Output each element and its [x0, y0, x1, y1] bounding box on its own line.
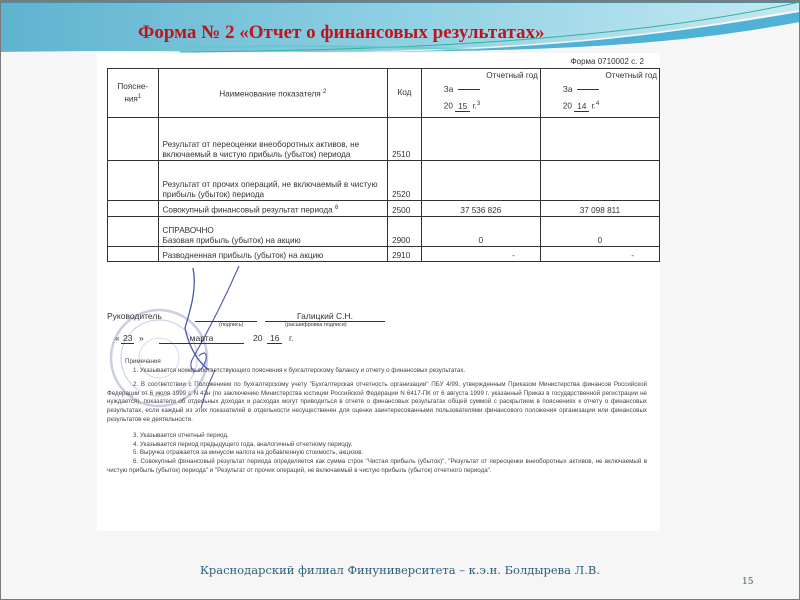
notes-heading: Примечания [125, 358, 161, 365]
year-previous-label: Отчетный год [605, 71, 657, 80]
header-explanations-label: Поясне-ния [117, 81, 149, 104]
indicator-code: 2500 [388, 201, 422, 217]
page-number: 15 [742, 577, 754, 587]
sign-year: 16 [267, 333, 282, 344]
year-suffix: г. [591, 101, 596, 111]
indicator-code: 2510 [388, 118, 422, 161]
sign-month: марта [159, 333, 244, 344]
year-prefix: 20 [443, 101, 453, 111]
footnote-mark: 1 [137, 93, 142, 100]
note-item: 3. Указывается отчетный период. [133, 432, 229, 440]
year-suffix: г. [472, 101, 477, 111]
value-current: 0 [421, 217, 540, 247]
indicator-code: 2520 [388, 161, 422, 201]
indicator-name: Результат от переоценки внеоборотных активов, не включаемый в чистую прибыль (убыток) периода [158, 118, 388, 161]
indicator-name: Разводненная прибыль (убыток) на акцию [158, 247, 388, 262]
indicator-code: 2910 [388, 247, 422, 262]
header-name-label: Наименование показателя [219, 89, 321, 99]
note-item: 5. Выручка отражается за минусом налога на добавленную стоимость, акцизов. [133, 449, 364, 457]
year-current-za: За [443, 85, 454, 94]
value-current: - [421, 247, 540, 262]
value-current: 37 536 826 [421, 201, 540, 217]
slide-footer: Краснодарский филиал Финуниверситета – к.э.н. Болдырева Л.В. [200, 563, 601, 577]
year-current-label: Отчетный год [486, 71, 538, 80]
note-item: 2. В соответствии с Положением по бухгалтерскому учету "Бухгалтерская отчетность организации" ПБУ 4/99, утвержденным Приказом Министерства финансов Российской Федерации от 6 июля 1999 г. N 43н (по заключению Министерства юстиции Российской Федерации N 6417-ПК от 6 августа 1999 г. указанный Приказ в государственной регистрации не нуждается), показатели об отдельных доходах и расходах могут приводиться в отчете о финансовых результатах общей суммой с раскрытием в пояснениях к отчету о финансовых результатах, если каждый из этих показателей в отдельности несущественен для оценки заинтересованными пользователями финансового положения организации или финансовых результатов ее деятельности. [107, 381, 647, 423]
indicator-code: 2900 [388, 217, 422, 247]
year-previous-za: За [562, 85, 573, 94]
year-prefix: 20 [562, 101, 572, 111]
name-caption: (расшифровка подписи) [285, 322, 347, 328]
form-code: Форма 0710002 с. 2 [570, 57, 644, 66]
sign-year-suffix: г. [289, 333, 294, 343]
footnote-mark: 2 [323, 88, 327, 95]
year-current-value: 15 [455, 102, 470, 112]
year-previous-value: 14 [574, 102, 589, 112]
slide-title: Форма № 2 «Отчет о финансовых результатах» [138, 22, 545, 43]
sign-day-quote-close: » [139, 333, 144, 343]
footnote-mark: 4 [595, 101, 600, 107]
value-previous: 0 [540, 217, 659, 247]
indicator-name-text: Базовая прибыль (убыток) на акцию [162, 236, 301, 245]
reference-heading: СПРАВОЧНО [162, 226, 214, 235]
indicator-name-text: Совокупный финансовый результат периода [162, 206, 333, 215]
note-item: 1. Указывается номер соответствующего пояснения к бухгалтерскому балансу и отчету о финансовых результатах. [133, 366, 466, 374]
sign-day: 23 [123, 333, 133, 343]
sign-year-prefix: 20 [253, 333, 263, 343]
head-name: Галицкий С.Н. [297, 311, 354, 321]
signature-caption: (подпись) [219, 322, 244, 328]
value-previous: - [540, 247, 659, 262]
value-previous: 37 098 811 [540, 201, 659, 217]
header-code: Код [388, 69, 422, 118]
sign-day-quote: « [115, 333, 120, 343]
footnote-mark: 6 [335, 205, 339, 212]
note-item: 6. Совокупный финансовый результат периода определяется как сумма строк "Чистая прибыль (убыток)", "Результат от переоценки внеоборотных активов, не включаемый в чистую прибыль (убыток) периода" и "Результат от прочих операций, не включаемый в чистую прибыль (убыток) отчетного периода". [107, 457, 647, 474]
note-item: 4. Указывается период предыдущего года, аналогичный отчетному периоду. [133, 440, 353, 448]
footnote-mark: 3 [476, 101, 481, 107]
indicator-name: Результат от прочих операций, не включаемый в чистую прибыль (убыток) периода [158, 161, 388, 201]
head-label: Руководитель [107, 311, 162, 321]
